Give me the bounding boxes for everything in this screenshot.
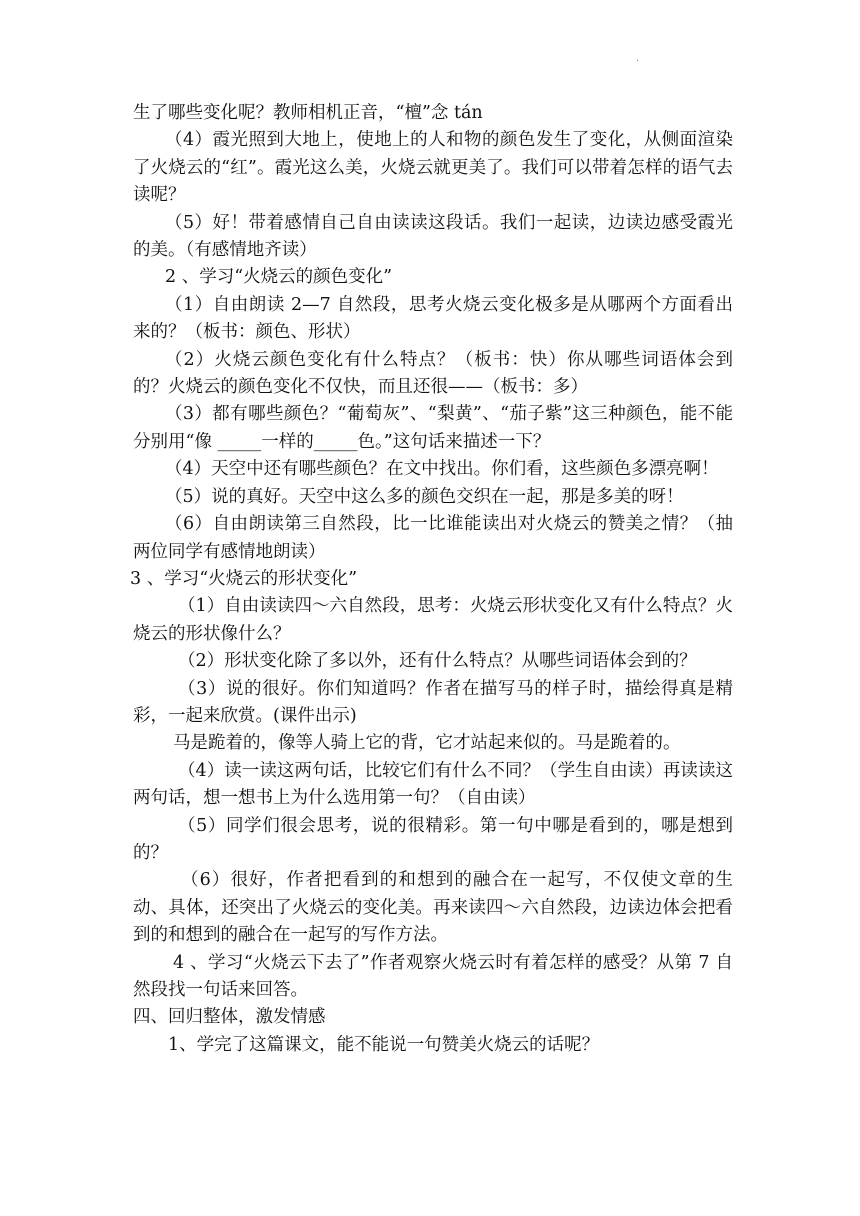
paragraph: 生了哪些变化呢？教师相机正音，“檀”念 tán <box>133 103 483 123</box>
part-heading: 四、回归整体，激发情感 <box>133 1007 326 1028</box>
paragraph: （2）形状变化除了多以外，还有什么特点？从哪些词语体会到的？ <box>178 651 697 672</box>
quoted-sentences: 马是跪着的，像等人骑上它的背，它才站起来似的。马是跪着的。 <box>173 733 681 754</box>
paragraph: （6）很好，作者把看到的和想到的融合在一起写，不仅使文章的生动、具体，还突出了火烧云的变化美。再来读四～六自然段，边读边体会把看到的和想到的融合在一起写的写作方法。 <box>133 870 733 946</box>
section-heading: 3 、学习“火烧云的形状变化” <box>130 568 358 589</box>
paragraph: （1）自由朗读 2—7 自然段，思考火烧云变化极多是从哪两个方面看出来的？（板书：颜色、形状） <box>133 294 733 343</box>
section-heading: 4 、学习“火烧云下去了”作者观察火烧云时有着怎样的感受？从第 7 自然段找一句话来回答。 <box>133 952 733 1000</box>
paragraph: （1）自由读读四～六自然段，思考：火烧云形状变化又有什么特点？火烧云的形状像什么？ <box>133 596 733 644</box>
paragraph: 1、学完了这篇课文，能不能说一句赞美火烧云的话呢？ <box>168 1034 600 1055</box>
paragraph: （6）自由朗读第三自然段，比一比谁能读出对火烧云的赞美之情？（抽两位同学有感情地朗读） <box>133 514 733 562</box>
paragraph: （3）说的很好。你们知道吗？作者在描写马的样子时，描绘得真是精彩，一起来欣赏。(课件出示) <box>133 678 733 726</box>
paragraph: （3）都有哪些颜色？“葡萄灰”、“梨黄”、“茄子紫”这三种颜色，能不能分别用“像 _____一样的_____色。”这句话来描述一下？ <box>133 404 733 452</box>
paragraph: （4）霞光照到大地上，使地上的人和物的颜色发生了变化，从侧面渲染了火烧云的“红”。霞光这么美，火烧云就更美了。我们可以带着怎样的语气去读呢？ <box>133 130 733 206</box>
document-body <box>130 100 733 1059</box>
section-heading: 2 、学习“火烧云的颜色变化” <box>165 267 393 288</box>
paragraph: （5）同学们很会思考，说的很精彩。第一句中哪是看到的，哪是想到的？ <box>133 815 733 863</box>
paragraph: （5）好！带着感情自己自由读读这段话。我们一起读，边读边感受霞光的美。（有感情地齐读） <box>133 212 733 261</box>
paragraph: （5）说的真好。天空中这么多的颜色交织在一起，那是多美的呀！ <box>165 486 684 507</box>
paragraph: （4）读一读这两句话，比较它们有什么不同？（学生自由读）再读读这两句话，想一想书上为什么选用第一句？（自由读） <box>133 760 733 809</box>
page-mark: · <box>636 56 640 67</box>
paragraph: （4）天空中还有哪些颜色？在文中找出。你们看，这些颜色多漂亮啊！ <box>165 459 719 480</box>
paragraph: （2）火烧云颜色变化有什么特点？（板书：快）你从哪些词语体会到的？火烧云的颜色变化不仅快，而且还很——（板书：多） <box>133 349 733 398</box>
